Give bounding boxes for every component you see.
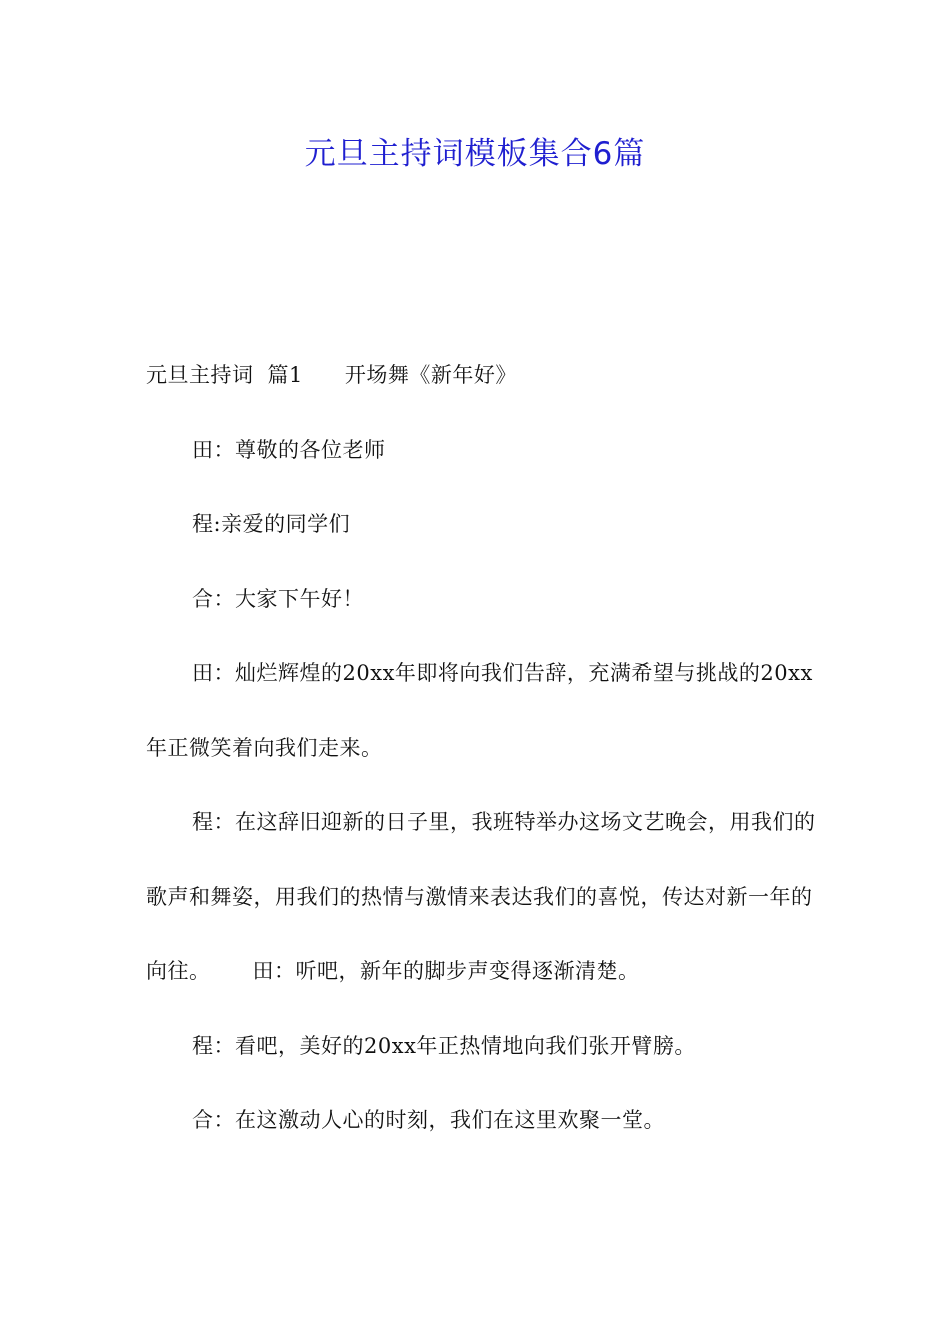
section-heading <box>146 338 826 413</box>
document-body <box>146 338 826 1158</box>
paragraph: 田：尊敬的各位老师 <box>192 437 386 462</box>
document-title: 元旦主持词模板集合6篇 <box>304 136 646 172</box>
paragraph-text: 程：在这辞旧迎新的日子里，我班特举办这场文艺晚会，用我们的歌声和舞姿，用我们的热情与激情来表达我们的喜悦，传达对新一年的向往。 <box>146 810 816 983</box>
paragraph: 合：在这激动人心的时刻，我们在这里欢聚一堂。 <box>192 1108 665 1132</box>
paragraph-text: 田：听吧，新年的脚步声变得逐渐清楚。 <box>252 959 640 983</box>
paragraph: 程:亲爱的同学们 <box>192 512 351 536</box>
paragraph: 程：看吧，美好的20xx年正热情地向我们张开臂膀。 <box>192 1033 696 1058</box>
section-heading-program: 开场舞《新年好》 <box>344 363 517 387</box>
paragraph <box>146 785 826 1009</box>
paragraph: 田：灿烂辉煌的20xx年即将向我们告辞，充满希望与挑战的20xx年正微笑着向我们走来。 <box>146 661 813 760</box>
section-heading-number: 篇1 <box>267 363 303 387</box>
section-heading-label: 元旦主持词 <box>146 363 254 387</box>
paragraph: 合：大家下午好！ <box>192 586 364 611</box>
